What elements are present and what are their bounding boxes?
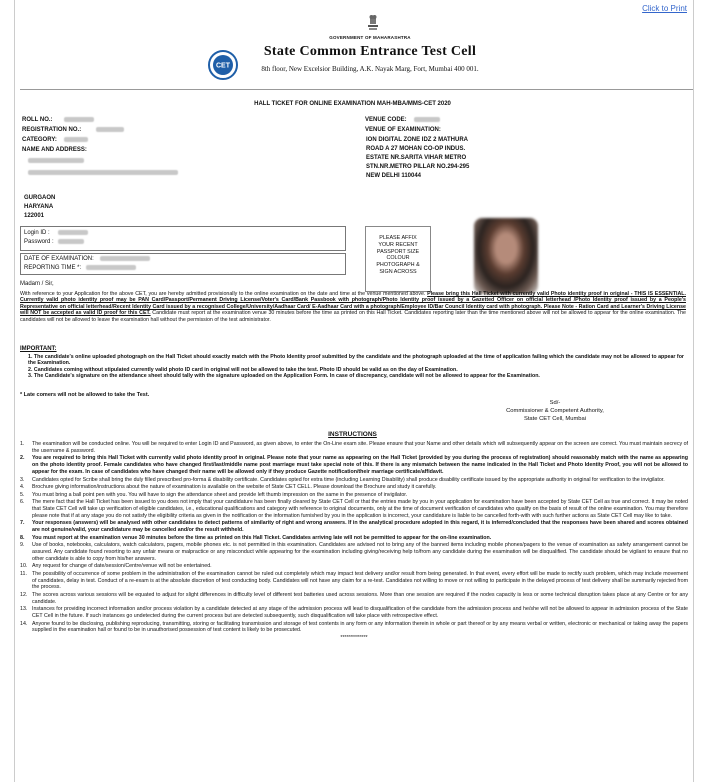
- venue-line: ION DIGITAL ZONE IDZ 2 MATHURA: [366, 137, 468, 143]
- instruction-number: 11.: [20, 570, 27, 577]
- venue-line: STN.NR.METRO PILLAR NO.294-295: [366, 164, 470, 170]
- important-label: IMPORTANT:: [20, 346, 57, 352]
- cet-logo-icon: [208, 50, 238, 80]
- instruction-text: The possibility of occurrence of some problem in the administration of the examination cannot be ruled out completely which may impact test delivery and/or result from being generated. In that event, every effort will be made to rectify such problem, which may include movement of candidates, delay in test. Conduct of a re-exam is at the absolute discretion of test conducting body. Candidates will not have any claim for a re-test. Candidates not willing to move or not willing to participate in the delayed process of test delivery shall be summarily rejected from the process.: [32, 570, 688, 591]
- instruction-number: 9.: [20, 542, 25, 548]
- candidate-photo: [474, 218, 538, 294]
- instruction-item: [20, 571, 688, 592]
- end-marker: **************: [340, 634, 368, 641]
- intro-text: With reference to your Application for the above CET, you are hereby admitted provisionally to the online examination on the date and time at the venue mentioned above.: [20, 291, 428, 297]
- instruction-number: 14.: [20, 620, 28, 627]
- organisation-address: 8th floor, New Excelsior Building, A.K. Nayak Marg, Fort, Mumbai 400 001.: [261, 65, 479, 73]
- important-item: 3. The Candidate's signature on the attendance sheet should tally with the signature uploaded on the Application Form. In case of discrepancy, candidate will not be allowed to appear for the Examination.: [28, 373, 540, 380]
- instruction-text: The mere fact that the Hall Ticket has been issued to you does not imply that your candidature has been finally cleared by State CET Cell or that the entries made by you in your application for examination have been accepted by State CET Cell as true and correct. It may be noted that State CET Cell will take up verification of eligible candidates, i.e., educational qualifications and category with reference to original documents, only at the time of document verification of candidates who qualify on the basis of result of the online examination. You may therefore please note that if at any stage you do not satisfy the eligibility criteria as given in the notification or the information furnished by you in the application is incorrect, your candidature is liable to be cancelled forth-with with such further actions as State CET Cell may like to take.: [32, 498, 688, 519]
- instruction-number: 3.: [20, 476, 25, 483]
- photo-box-line: PASSPORT SIZE: [376, 248, 420, 255]
- important-item: 2. Candidates coming without stipulated currently valid photo ID card in original will not be allowed to take the test. Photo ID should be valid as on the day of Examination.: [28, 366, 458, 373]
- cet-logo-text: CET: [216, 62, 230, 70]
- instruction-number: 8.: [20, 534, 25, 541]
- instruction-item: [20, 563, 688, 570]
- instruction-item: [20, 535, 688, 542]
- organisation-title: State Common Entrance Test Cell: [263, 44, 477, 59]
- redacted-roll-no: [64, 117, 94, 122]
- instruction-item: [20, 621, 688, 635]
- instruction-text: You must report at the examination venue 30 minutes before the time as printed on this Hall Ticket. Candidates arriving late will not be permitted to appear for the on-line examination.: [32, 534, 492, 541]
- instruction-item: [20, 606, 688, 620]
- header: [200, 14, 540, 84]
- roll-no-label: ROLL NO.:: [22, 117, 53, 123]
- salutation: Madam / Sir,: [20, 281, 54, 287]
- signatory-office: State CET Cell, Mumbai: [523, 415, 587, 422]
- venue-code-label: VENUE CODE:: [365, 117, 407, 123]
- instruction-number: 4.: [20, 484, 25, 491]
- redacted-registration-no: [96, 127, 124, 132]
- state-emblem-icon: [366, 14, 380, 32]
- print-link[interactable]: Click to Print: [642, 4, 687, 13]
- ticket-title: HALL TICKET FOR ONLINE EXAMINATION MAH-MBA/MMS-CET 2020: [254, 101, 451, 107]
- instruction-number: 5.: [20, 491, 25, 498]
- photo-box-line: YOUR RECENT: [378, 241, 418, 248]
- instruction-item: [20, 492, 688, 499]
- instruction-item: [20, 592, 688, 606]
- instruction-number: 13.: [20, 606, 28, 613]
- password-label: Password :: [24, 239, 54, 245]
- name-address-label: NAME AND ADDRESS:: [22, 147, 87, 153]
- redacted-reporting-time: [86, 265, 136, 270]
- instruction-number: 7.: [20, 520, 25, 527]
- redacted-address: [28, 170, 178, 175]
- instruction-text: You must bring a ball point pen with you. You will have to sign the attendance sheet and provide left thumb impression on the same in the presence of invigilator.: [32, 491, 408, 498]
- instructions-list: [20, 441, 688, 641]
- redacted-category: [64, 137, 88, 142]
- exam-date-label: DATE OF EXAMINATION:: [24, 256, 94, 262]
- instruction-item: [20, 520, 688, 534]
- venue-line: ROAD A 27 MOHAN CO-OP INDUS.: [366, 146, 466, 152]
- instruction-text: Instances for providing incorrect information and/or process violation by a candidate detected at any stage of the admission process will lead to disqualification of the candidate from the admission process and he/she will not be allowed to appear in admission process of the State CET Cell in the future. If such instances go undetected during the current process but are detected subsequently, such disqualification will take place with retrospective effect.: [32, 606, 688, 620]
- registration-no-label: REGISTRATION NO.:: [22, 127, 82, 133]
- instruction-number: 2.: [20, 455, 25, 462]
- redacted-exam-date: [100, 256, 150, 261]
- instructions-heading: INSTRUCTIONS: [328, 431, 377, 438]
- government-label: GOVERNMENT OF MAHARASHTRA: [329, 35, 411, 40]
- category-label: CATEGORY:: [22, 137, 57, 143]
- photo-affix-box: [365, 226, 431, 292]
- intro-reporting-text: Candidate must report at the examination venue 30 minutes before the time as printed on this Hall Ticket. Candidates reporting later than the time mentioned above will not be allowed to appear for the online examination. The candidates will not be allowed to leave the examination hall without the permission of the test administrator.: [20, 310, 686, 323]
- venue-line: NEW DELHI 110044: [366, 173, 422, 179]
- header-divider: [20, 89, 693, 90]
- login-id-label: Login ID :: [24, 230, 50, 236]
- city: GURGAON: [24, 195, 56, 201]
- redacted-name: [28, 158, 84, 163]
- instruction-item: [20, 542, 688, 563]
- photo-box-line: COLOUR: [386, 255, 410, 262]
- important-list: [28, 354, 684, 380]
- venue-label: VENUE OF EXAMINATION:: [365, 127, 441, 133]
- signatory-block: [480, 400, 630, 423]
- instruction-text: Anyone found to be disclosing, publishing reproducing, transmitting, storing or facilitating transmission and storage of test contents in any form or any information therein in whole or part thereof or by any means verbal or written, electronic or mechanical or taking away the papers supplied in the examination hall or found to be in unauthorised possession of test content is likely to be prosecuted.: [32, 620, 688, 634]
- instruction-item: [20, 455, 688, 476]
- instruction-text: Use of books, notebooks, calculators, watch calculators, pagers, mobile phones etc. is not permitted in this examination. Candidates are advised not to bring any of the banned items including mobile phones/pagers to the venue of examination as safety arrangement cannot be assured. Any candidate found resorting to any unfair means or malpractice or any misconduct while appearing for the examination including giving/receiving help to/from any candidate during the examination will be disqualified. The candidate should be vigilant to ensure that no other candidate is able to copy from his/her answers.: [32, 542, 688, 562]
- late-comers-note: * Late comers will not be allowed to take the Test.: [20, 392, 150, 398]
- signature-mark: Sd/-: [549, 400, 561, 406]
- instruction-text: Your responses (answers) will be analysed with other candidates to detect patterns of similarity of right and wrong answers. If in the analytical procedure adopted in this regard, it is inferred/concluded that the responses have been shared and scores obtained are not genuine/valid, your candidature may be cancelled and/or the result withheld.: [32, 520, 688, 534]
- instruction-text: Candidates opted for Scribe shall bring the duly filled prescribed pro-forma & disability certificate. Candidates opted for extra time (including Learning Disability) shall produce disability certificate issued by the appropriate authority in original for verification to the invigilator.: [32, 476, 665, 483]
- instruction-item: [20, 477, 688, 484]
- state: HARYANA: [24, 204, 54, 210]
- document-sheet: [14, 0, 694, 782]
- signatory-designation: Commissioner & Competent Authority,: [506, 407, 604, 414]
- redacted-login-id: [58, 230, 88, 235]
- intro-paragraph: [20, 291, 686, 323]
- instruction-text: Brochure giving information/instructions about the nature of examination is available on the website of State CET CELL. Please download the Brochure and study it carefully.: [32, 484, 437, 491]
- reporting-time-label: REPORTING TIME *:: [24, 265, 82, 271]
- instruction-number: 1.: [20, 441, 25, 447]
- redacted-password: [58, 239, 84, 244]
- instruction-number: 10.: [20, 563, 28, 570]
- instruction-number: 12.: [20, 591, 28, 598]
- instruction-number: 6.: [20, 498, 25, 505]
- important-item: 1. The candidate's online uploaded photograph on the Hall Ticket should exactly match with the Photo Identity proof submitted by the candidate and the photograph uploaded at the time of application failing which the candidate may not be allowed to appear for the Examination.: [28, 354, 684, 367]
- pincode: 122001: [24, 213, 45, 219]
- instruction-item: [20, 484, 688, 491]
- instruction-text: Any request for change of date/session/Centre/venue will not be entertained.: [32, 563, 212, 570]
- photo-box-line: PHOTOGRAPH &: [376, 262, 420, 268]
- instruction-text: The examination will be conducted online. You will be required to enter Login ID and Password, as given above, to enter the On-Line exam site. Please ensure that your Name and other details which will subsequently appear on the screen are correct. You must maintain secrecy of the username & password.: [32, 441, 689, 454]
- id-proof-notice: Please bring this Hall Ticket with currently valid Photo identity proof in original - THIS IS ESSENTIAL. Currently valid photo identity proof may be PAN Card/Passport/Permanent Driving License/Voter's Card/Bank Passbook with photograph/Photo Identity proof issued by a Gazetted Officer on official letterhead /Photo Identity proof issued by a People's Representative on official letterhead/Recent Identity Card issued by a recognised College/University/Aadhaar Card/ E-Aadhaar Card with a photograph/Employee ID/Bar Council Identity card with photograph. Please Note - Ration Card and Learner's Driving License will NOT be accepted as valid ID proof for this CET.: [20, 291, 686, 317]
- instruction-item: [20, 499, 688, 520]
- instruction-text: You are required to bring this Hall Ticket with currently valid photo identity proof in original. Please note that your name as appearing on the Hall Ticket (provided by you during the process of registration) should reasonably match with the name as appearing on the photo identity proof. Female candidates who have changed first/last/middle name post marriage must take special note of this. If there is any mismatch between the name indicated in the Hall Ticket and Photo Identity Proof, you will not be allowed to appear for the exam. In case of candidates who have changed their name will be allowed only if they produce Gazette notification/their marriage certificate/affidavit.: [32, 455, 688, 476]
- redacted-venue-code: [414, 117, 440, 122]
- venue-line: ESTATE NR.SARITA VIHAR METRO: [366, 155, 467, 161]
- instruction-item: [20, 441, 688, 455]
- photo-box-line: PLEASE AFFIX: [379, 235, 417, 241]
- instruction-text: The scores across various sessions will be equated to adjust for slight differences in difficulty level of different test batteries used across sessions. More than one session are required if the nodes capacity is less or some technical disruption takes place at any Centre or for any candidate.: [32, 591, 688, 605]
- photo-box-line: SIGN ACROSS: [379, 268, 417, 275]
